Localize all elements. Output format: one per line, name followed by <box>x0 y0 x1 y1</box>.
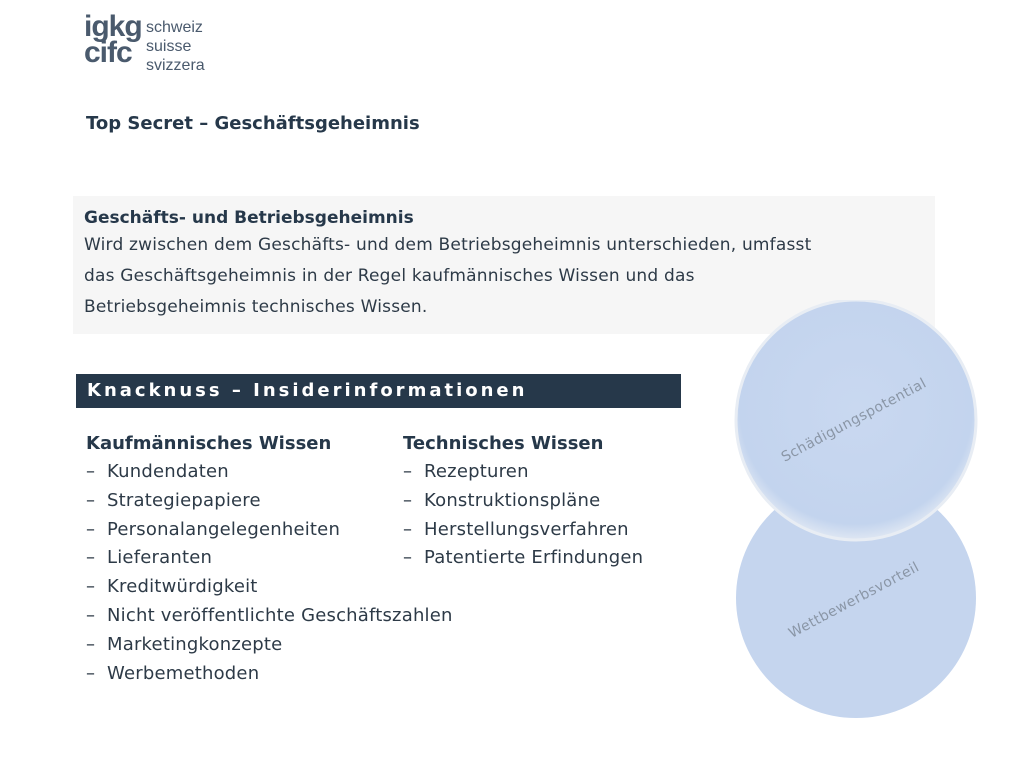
dash-marker: – <box>403 518 413 540</box>
page-title: Top Secret – Geschäftsgeheimnis <box>86 113 420 134</box>
commercial-knowledge-column <box>86 430 453 688</box>
logo-mark-line-1: igkg <box>84 10 142 43</box>
list-item-text: Lieferanten <box>107 547 213 569</box>
list-item <box>403 516 643 545</box>
list-item <box>86 602 453 631</box>
list-item <box>86 487 453 516</box>
list-item-text: Personalangelegenheiten <box>107 518 341 540</box>
list-item-text: Marketingkonzepte <box>107 633 283 655</box>
list-item <box>403 487 643 516</box>
top-circle-label: Schädigungspotential <box>778 375 930 466</box>
logo-mark <box>84 10 146 69</box>
definition-line: Betriebsgeheimnis technisches Wissen. <box>84 297 428 317</box>
list-item-text: Patentierte Erfindungen <box>424 547 644 569</box>
list-item <box>86 631 453 660</box>
dash-marker: – <box>86 547 96 569</box>
list-item <box>86 516 453 545</box>
dash-marker: – <box>403 461 413 482</box>
dash-marker: – <box>86 518 96 540</box>
list-item <box>403 544 643 573</box>
definition-title: Geschäfts- und Betriebsgeheimnis <box>84 208 414 228</box>
list-item <box>86 544 453 573</box>
list-item-text: Rezepturen <box>424 461 529 482</box>
definition-line: das Geschäftsgeheimnis in der Regel kaufmännisches Wissen und das <box>84 266 695 286</box>
bottom-circle-label: Wettbewerbsvorteil <box>786 559 923 642</box>
list-item-text: Kreditwürdigkeit <box>107 576 258 598</box>
igkg-logo <box>84 10 224 74</box>
logo-mark-line-2: cifc <box>84 36 132 69</box>
logo-word-svizzera: svizzera <box>146 57 205 74</box>
commercial-knowledge-list <box>86 458 453 688</box>
dash-marker: – <box>86 576 96 598</box>
list-item-text: Strategiepapiere <box>107 489 261 511</box>
list-item <box>86 458 453 487</box>
list-item-text: Nicht veröffentlichte Geschäftszahlen <box>107 604 453 626</box>
dash-marker: – <box>86 489 96 511</box>
list-item <box>86 660 453 689</box>
dash-marker: – <box>86 633 96 655</box>
logo-word-suisse: suisse <box>146 38 192 55</box>
logo-words <box>146 18 205 75</box>
column-title: Kaufmännisches Wissen <box>86 433 332 454</box>
dash-marker: – <box>403 547 413 569</box>
technical-knowledge-list <box>403 458 643 573</box>
list-item-text: Herstellungsverfahren <box>424 518 629 540</box>
dash-marker: – <box>403 489 413 511</box>
definition-line: Wird zwischen dem Geschäfts- und dem Betriebsgeheimnis unterschieden, umfasst <box>84 235 812 255</box>
list-item-text: Kundendaten <box>107 461 229 482</box>
technical-knowledge-column <box>403 430 643 573</box>
list-item <box>86 573 453 602</box>
list-item <box>403 458 643 487</box>
dash-marker: – <box>86 604 96 626</box>
logo-word-schweiz: schweiz <box>146 19 203 36</box>
insider-banner: Knacknuss – Insiderinformationen <box>76 374 681 408</box>
overlapping-circles-diagram <box>730 300 990 730</box>
list-item-text: Konstruktionspläne <box>424 489 601 511</box>
list-item-text: Werbemethoden <box>107 662 260 684</box>
column-title: Technisches Wissen <box>403 433 604 454</box>
dash-marker: – <box>86 461 96 482</box>
dash-marker: – <box>86 662 96 684</box>
